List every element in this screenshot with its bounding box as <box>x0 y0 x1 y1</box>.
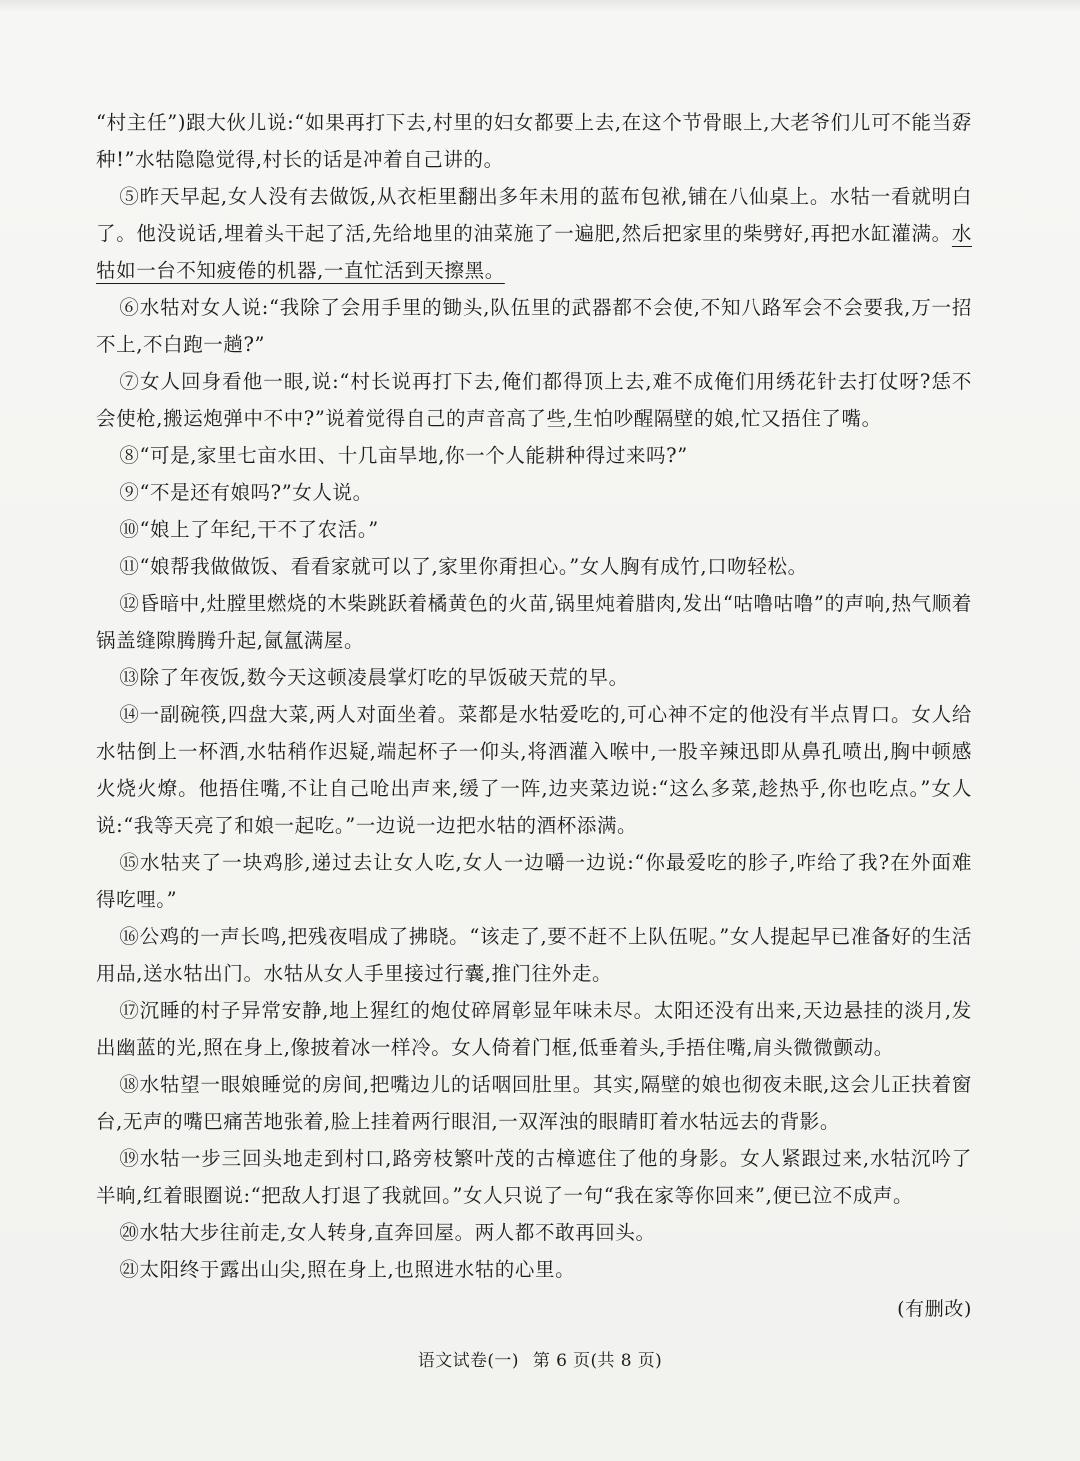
page-footer <box>0 1346 1080 1371</box>
source-note: (有删改) <box>897 1298 972 1320</box>
paragraph-17: ⑰沉睡的村子异常安静,地上猩红的炮仗碎屑彰显年味未尽。太阳还没有出来,天边悬挂的淡月,发出幽蓝的光,照在身上,像披着冰一样冷。女人倚着门框,低垂着头,手捂住嘴,肩头微微颤动。 <box>96 999 972 1059</box>
paragraph-16: ⑯公鸡的一声长鸣,把残夜唱成了拂晓。“该走了,要不赶不上队伍呢。”女人提起早已准备好的生活用品,送水牯出门。水牯从女人手里接过行囊,推门往外走。 <box>96 925 972 985</box>
footer-page-number: 第 6 页(共 8 页) <box>532 1351 663 1371</box>
scan-edge-shadow <box>0 0 1080 12</box>
paragraph-20: ⑳水牯大步往前走,女人转身,直奔回屋。两人都不敢再回头。 <box>119 1221 656 1244</box>
paragraph-5-underlined-sentence: 水牯如一台不知疲倦的机器,一直忙活到天擦黑。 <box>96 222 972 282</box>
paragraph-9: ⑨“不是还有娘吗?”女人说。 <box>119 481 373 504</box>
paragraph-continued: “村主任”)跟大伙儿说:“如果再打下去,村里的妇女都要上去,在这个节骨眼上,大老爷们儿可不能当孬种!”水牯隐隐觉得,村长的话是冲着自己讲的。 <box>96 111 972 171</box>
paragraph-13: ⑬除了年夜饭,数今天这顿凌晨掌灯吃的早饭破天荒的早。 <box>119 666 629 689</box>
paragraph-18: ⑱水牯望一眼娘睡觉的房间,把嘴边儿的话咽回肚里。其实,隔壁的娘也彻夜未眠,这会儿正扶着窗台,无声的嘴巴痛苦地张着,脸上挂着两行眼泪,一双浑浊的眼睛盯着水牯远去的背影。 <box>96 1073 972 1133</box>
paragraph-11: ⑪“娘帮我做做饭、看看家就可以了,家里你甭担心。”女人胸有成竹,口吻轻松。 <box>119 555 808 578</box>
paragraph-7: ⑦女人回身看他一眼,说:“村长说再打下去,俺们都得顶上去,难不成俺们用绣花针去打仗呀?恁不会使枪,搬运炮弹中不中?”说着觉得自己的声音高了些,生怕吵醒隔壁的娘,忙又捂住了嘴。 <box>96 370 972 430</box>
paragraph-14: ⑭一副碗筷,四盘大菜,两人对面坐着。菜都是水牯爱吃的,可心神不定的他没有半点胃口。女人给水牯倒上一杯酒,水牯稍作迟疑,端起杯子一仰头,将酒灌入喉中,一股辛辣迅即从鼻孔喷出,胸中顿感火烧火燎。他捂住嘴,不让自己呛出声来,缓了一阵,边夹菜边说:“这么多菜,趁热乎,你也吃点。”女人说:“我等天亮了和娘一起吃。”一边说一边把水牯的酒杯添满。 <box>96 703 972 837</box>
footer-paper-title: 语文试卷(一) <box>417 1351 519 1371</box>
paragraph-8: ⑧“可是,家里七亩水田、十几亩旱地,你一个人能耕种得过来吗?” <box>119 444 688 467</box>
paragraph-6: ⑥水牯对女人说:“我除了会用手里的锄头,队伍里的武器都不会使,不知八路军会不会要我,万一招不上,不白跑一趟?” <box>96 296 972 356</box>
article-body <box>96 104 972 1288</box>
paragraph-5 <box>96 178 972 289</box>
paragraph-12: ⑫昏暗中,灶膛里燃烧的木柴跳跃着橘黄色的火苗,锅里炖着腊肉,发出“咕噜咕噜”的声响,热气顺着锅盖缝隙腾腾升起,氤氲满屋。 <box>96 592 972 652</box>
paragraph-15: ⑮水牯夹了一块鸡胗,递过去让女人吃,女人一边嚼一边说:“你最爱吃的胗子,咋给了我?在外面难得吃哩。” <box>96 851 972 911</box>
paragraph-10: ⑩“娘上了年纪,干不了农活。” <box>119 518 379 541</box>
paragraph-5-text: ⑤昨天早起,女人没有去做饭,从衣柜里翻出多年未用的蓝布包袱,铺在八仙桌上。水牯一看就明白了。他没说话,埋着头干起了活,先给地里的油菜施了一遍肥,然后把家里的柴劈好,再把水缸灌满。 <box>96 185 972 245</box>
paragraph-19: ⑲水牯一步三回头地走到村口,路旁枝繁叶茂的古樟遮住了他的身影。女人紧跟过来,水牯沉吟了半晌,红着眼圈说:“把敌人打退了我就回。”女人只说了一句“我在家等你回来”,便已泣不成声。 <box>96 1147 972 1207</box>
paragraph-21: ㉑太阳终于露出山尖,照在身上,也照进水牯的心里。 <box>119 1258 576 1281</box>
